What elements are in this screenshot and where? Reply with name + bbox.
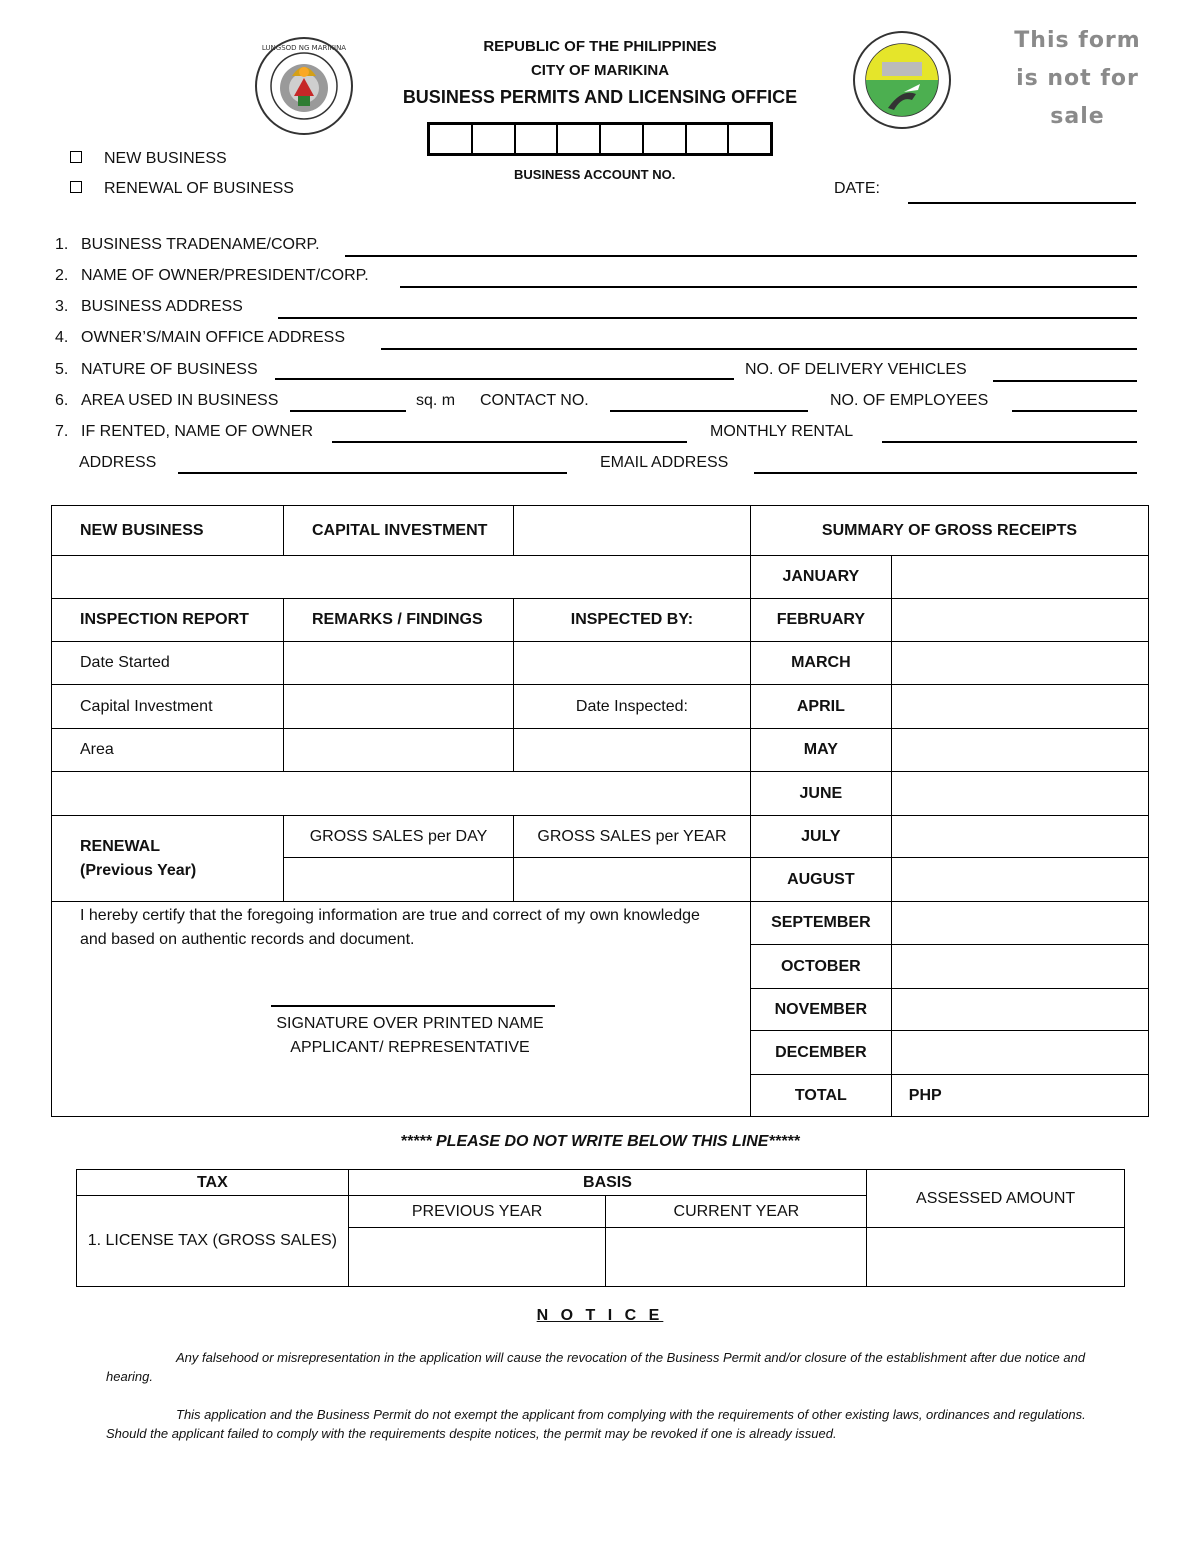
not-for-sale-watermark: This form is not for sale <box>1014 28 1141 129</box>
date-inspected-label: Date Inspected: <box>513 685 750 729</box>
business-info-table <box>51 505 1149 1117</box>
trade-name-input-line[interactable] <box>345 255 1137 257</box>
month-amount-cell[interactable] <box>891 858 1148 902</box>
renewal-option[interactable]: RENEWAL OF BUSINESS <box>70 180 294 198</box>
monthly-rental-input-line[interactable] <box>882 441 1137 443</box>
month-amount-cell[interactable] <box>891 989 1148 1031</box>
month-amount-cell[interactable] <box>891 599 1148 642</box>
inspection-report-header: INSPECTION REPORT <box>52 599 284 642</box>
date-label: DATE: <box>834 180 880 197</box>
delivery-vehicles-input-line[interactable] <box>993 380 1137 382</box>
tax-header: TAX <box>77 1170 349 1196</box>
summary-gross-receipts-header: SUMMARY OF GROSS RECEIPTS <box>750 506 1148 556</box>
renewal-checkbox[interactable] <box>70 181 82 193</box>
month-label: MAY <box>750 729 891 772</box>
gross-sales-year-header: GROSS SALES per YEAR <box>513 816 750 858</box>
field-trade-name-label: 1. BUSINESS TRADENAME/CORP. <box>55 236 320 253</box>
lessor-address-input-line[interactable] <box>178 472 567 474</box>
main-office-address-input-line[interactable] <box>381 348 1137 350</box>
email-address-label: EMAIL ADDRESS <box>600 454 729 471</box>
area-label: Area <box>52 729 284 772</box>
month-label: FEBRUARY <box>750 599 891 642</box>
new-business-blank-row[interactable] <box>52 556 751 599</box>
month-amount-cell[interactable] <box>891 816 1148 858</box>
month-label: SEPTEMBER <box>750 902 891 945</box>
field-main-office-address-label: 4. OWNER’S/MAIN OFFICE ADDRESS <box>55 329 346 346</box>
notice-paragraph-1: Any falsehood or misrepresentation in the application will cause the revocation of the Business Permit and/or closure of the establishment after due notice and hearing. <box>106 1350 1086 1384</box>
capital-investment-remarks-cell[interactable] <box>283 685 513 729</box>
month-label: MARCH <box>750 642 891 685</box>
month-label: JULY <box>750 816 891 858</box>
business-account-number-boxes[interactable] <box>427 122 773 156</box>
month-label: APRIL <box>750 685 891 729</box>
nature-of-business-input-line[interactable] <box>275 378 734 380</box>
rented-owner-input-line[interactable] <box>332 441 687 443</box>
month-label: JANUARY <box>750 556 891 599</box>
area-input-line[interactable] <box>290 410 406 412</box>
gross-sales-year-cell[interactable] <box>513 858 750 902</box>
capital-investment-value-cell[interactable] <box>513 506 750 556</box>
month-amount-cell[interactable] <box>891 642 1148 685</box>
certification-cell <box>52 902 751 1117</box>
capital-investment-header: CAPITAL INVESTMENT <box>283 506 513 556</box>
header-city: CITY OF MARIKINA <box>530 62 670 79</box>
area-remarks-cell[interactable] <box>283 729 513 772</box>
renewal-header: RENEWAL (Previous Year) <box>52 816 284 902</box>
date-started-label: Date Started <box>52 642 284 685</box>
month-label: JUNE <box>750 772 891 816</box>
delivery-vehicles-label: NO. OF DELIVERY VEHICLES <box>745 361 967 378</box>
previous-year-cell[interactable] <box>348 1228 606 1287</box>
month-amount-cell[interactable] <box>891 729 1148 772</box>
month-label: DECEMBER <box>750 1031 891 1075</box>
business-account-label: BUSINESS ACCOUNT NO. <box>514 167 676 182</box>
sqm-unit: sq. m <box>416 392 456 409</box>
field-area-used-label: 6. AREA USED IN BUSINESS <box>55 392 279 409</box>
do-not-write-divider: ***** PLEASE DO NOT WRITE BELOW THIS LINE***** <box>400 1133 800 1150</box>
employees-input-line[interactable] <box>1012 410 1137 412</box>
total-php-cell[interactable]: PHP <box>891 1075 1148 1117</box>
email-address-input-line[interactable] <box>754 472 1137 474</box>
month-label: AUGUST <box>750 858 891 902</box>
month-amount-cell[interactable] <box>891 902 1148 945</box>
field-nature-of-business-label: 5. NATURE OF BUSINESS <box>55 361 258 378</box>
monthly-rental-label: MONTHLY RENTAL <box>710 423 854 440</box>
header-office: BUSINESS PERMITS AND LICENSING OFFICE <box>402 87 798 107</box>
field-business-address-label: 3. BUSINESS ADDRESS <box>55 298 243 315</box>
month-amount-cell[interactable] <box>891 685 1148 729</box>
contact-no-label: CONTACT NO. <box>480 392 589 409</box>
total-label: TOTAL <box>750 1075 891 1117</box>
current-year-cell[interactable] <box>606 1228 867 1287</box>
capital-investment-label: Capital Investment <box>52 685 284 729</box>
license-tax-label: 1. LICENSE TAX (GROSS SALES) <box>77 1196 349 1287</box>
new-business-header: NEW BUSINESS <box>52 506 284 556</box>
month-label: OCTOBER <box>750 945 891 989</box>
month-amount-cell[interactable] <box>891 945 1148 989</box>
basis-header: BASIS <box>348 1170 867 1196</box>
remarks-header: REMARKS / FINDINGS <box>283 599 513 642</box>
month-amount-cell[interactable] <box>891 1031 1148 1075</box>
date-started-inspector-cell[interactable] <box>513 642 750 685</box>
business-address-input-line[interactable] <box>278 317 1137 319</box>
assessed-amount-cell[interactable] <box>867 1228 1125 1287</box>
certification-text: I hereby certify that the foregoing information are true and correct of my own knowledge and based on authentic records and document. <box>80 907 700 948</box>
tax-assessment-table <box>76 1169 1125 1287</box>
signature-label: SIGNATURE OVER PRINTED NAME <box>276 1015 544 1032</box>
date-input-line[interactable] <box>908 202 1136 204</box>
month-amount-cell[interactable] <box>891 556 1148 599</box>
field-rented-owner-label: 7. IF RENTED, NAME OF OWNER <box>55 423 313 440</box>
current-year-header: CURRENT YEAR <box>606 1196 867 1228</box>
previous-year-header: PREVIOUS YEAR <box>348 1196 606 1228</box>
employees-label: NO. OF EMPLOYEES <box>830 392 989 409</box>
date-started-remarks-cell[interactable] <box>283 642 513 685</box>
header-republic: REPUBLIC OF THE PHILIPPINES <box>483 38 717 55</box>
assessed-amount-header: ASSESSED AMOUNT <box>867 1170 1125 1228</box>
notice-paragraph-2: This application and the Business Permit do not exempt the applicant from complying with the requirements of other existing laws, ordinances and regulations. Should the applicant failed to comply with the requirements despite notices, the permit may be revoked if one is already issued. <box>106 1407 1086 1441</box>
gross-sales-day-header: GROSS SALES per DAY <box>283 816 513 858</box>
month-amount-cell[interactable] <box>891 772 1148 816</box>
svg-text:LUNGSOD NG MARIKINA: LUNGSOD NG MARIKINA <box>261 44 347 52</box>
notice-title: N O T I C E <box>536 1307 664 1324</box>
field-owner-name-label: 2. NAME OF OWNER/PRESIDENT/CORP. <box>55 267 369 284</box>
signature-line[interactable] <box>271 1005 555 1007</box>
lessor-address-label: ADDRESS <box>79 454 157 471</box>
contact-no-input-line[interactable] <box>610 410 808 412</box>
owner-name-input-line[interactable] <box>400 286 1137 288</box>
new-business-checkbox[interactable] <box>70 151 82 163</box>
new-business-option[interactable]: NEW BUSINESS <box>70 150 227 168</box>
applicant-label: APPLICANT/ REPRESENTATIVE <box>290 1039 530 1056</box>
blank-row <box>52 772 751 816</box>
inspected-by-header: INSPECTED BY: <box>513 599 750 642</box>
gross-sales-day-cell[interactable] <box>283 858 513 902</box>
month-label: NOVEMBER <box>750 989 891 1031</box>
area-inspector-cell[interactable] <box>513 729 750 772</box>
